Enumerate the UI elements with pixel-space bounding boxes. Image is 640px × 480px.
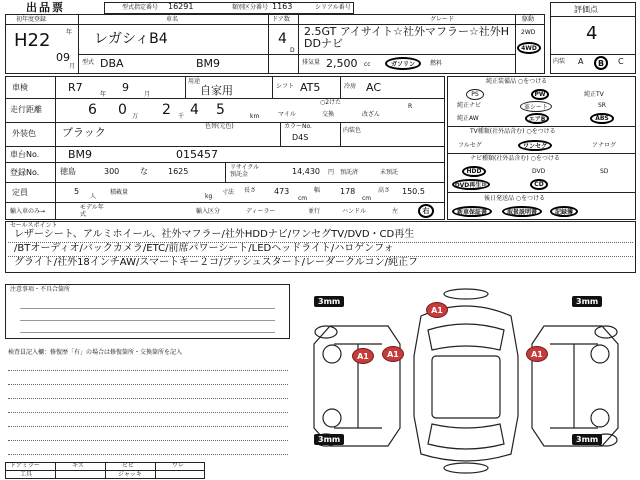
fuel-label: 燃料 bbox=[430, 60, 443, 67]
size-label: 寸法 bbox=[222, 189, 235, 196]
handle-label: ハンドル bbox=[342, 208, 367, 215]
swap-label: 交換 bbox=[322, 111, 335, 118]
rmark: R bbox=[408, 103, 413, 110]
scale-bottom-left: 3mm bbox=[314, 434, 344, 445]
legend-break: ワレ bbox=[172, 462, 185, 469]
notes-label: 注意事項・不具合箇所 bbox=[10, 286, 71, 293]
color-value: ブラック bbox=[62, 126, 106, 139]
length-value: 473 bbox=[274, 187, 290, 196]
legend-scratch: キズ bbox=[72, 462, 84, 469]
plate-area: 徳島 bbox=[60, 167, 76, 176]
damage-mark-front: A1 bbox=[426, 302, 448, 318]
inspection-year-mark: 年 bbox=[100, 91, 107, 98]
damage-mark-left-1: A1 bbox=[352, 348, 374, 364]
color-label: 外装色 bbox=[12, 129, 36, 138]
height-label: 高さ bbox=[378, 187, 391, 194]
capacity-label: 定員 bbox=[12, 188, 28, 197]
nav-header: ナビ種類(社外品含む) ○をつける bbox=[470, 155, 560, 162]
month-mark: 月 bbox=[69, 63, 76, 70]
legend-mirror: ドアミラー bbox=[10, 462, 40, 469]
ac-label: 冷房 bbox=[344, 83, 357, 90]
color-code: D4S bbox=[292, 133, 309, 142]
after-records: 記録簿 bbox=[550, 206, 578, 217]
nav-hdd: HDD bbox=[462, 166, 486, 177]
serial-label: シリアル番号 bbox=[315, 4, 351, 11]
interior-grade-label: 内装 bbox=[553, 58, 566, 65]
mileage-digit-2: 0 bbox=[118, 102, 127, 118]
interior-color-label: 内装色 bbox=[343, 127, 362, 134]
mileage-digit-1: 6 bbox=[88, 102, 97, 118]
inspection-era: R7 bbox=[68, 81, 83, 94]
scale-top-right: 3mm bbox=[572, 296, 602, 307]
chassis-label: 車台No. bbox=[10, 150, 40, 159]
mileage-unit-sen: 千 bbox=[178, 113, 185, 120]
capacity-unit: 人 bbox=[90, 193, 97, 200]
equip-ps: PS bbox=[466, 89, 484, 100]
length-unit: cm bbox=[298, 195, 308, 202]
sales-point-line-1: レザーシート、アルミホイール、社外マフラー/社外HDDナビ/ワンセグTV/DVD・CD再生 bbox=[14, 229, 415, 240]
load-unit: kg bbox=[205, 193, 213, 200]
recycle-label: リサイクル預託金 bbox=[230, 164, 260, 178]
drive-label: 駆動 bbox=[522, 16, 535, 23]
equip-leather: 革シート bbox=[520, 101, 552, 112]
sales-point-line-2: /BTオーディオ/バックカメラ/ETC/前席パワーシート/LEDヘッドライト/ハロゲンフォ bbox=[14, 243, 394, 254]
damage-mark-right: A1 bbox=[526, 346, 548, 362]
plate-kana: な bbox=[140, 167, 148, 176]
car-outline-svg bbox=[296, 286, 636, 476]
first-reg-era: H22 bbox=[14, 30, 51, 51]
doors-label: ドア数 bbox=[272, 16, 290, 23]
interior-grade-b: B bbox=[594, 56, 608, 70]
width-value: 178 bbox=[340, 187, 356, 196]
mileage-unit-man: 万 bbox=[132, 113, 139, 120]
chassis-prefix: BM9 bbox=[68, 148, 93, 161]
mileage-digit-5: 5 bbox=[216, 102, 225, 118]
first-reg-label: 初年度登録 bbox=[16, 16, 47, 23]
plate-class: 300 bbox=[104, 167, 120, 176]
color-code-label: カラーNo. bbox=[284, 123, 312, 130]
import-label: 輸入車のみ→ bbox=[10, 208, 46, 215]
displacement-label: 排気量 bbox=[302, 59, 321, 66]
doors-value: 4 bbox=[278, 31, 287, 47]
tv-header: TV種類(社外品含む) ○をつける bbox=[470, 128, 556, 135]
tamper-label: 改ざん bbox=[362, 111, 381, 118]
after-warranty: 新車保証書 bbox=[452, 206, 492, 217]
equip-airbag: エアB bbox=[525, 113, 549, 124]
nav-sd: SD bbox=[600, 168, 609, 175]
chassis-number: 015457 bbox=[176, 148, 218, 161]
equip-header: 純正装備品 ○をつける bbox=[486, 78, 548, 85]
plate-label: 登録No. bbox=[10, 168, 40, 177]
inspection-month: 9 bbox=[122, 81, 129, 94]
width-unit: cm bbox=[362, 195, 372, 202]
handle-right: 右 bbox=[418, 204, 434, 218]
damage-mark-left-2: A1 bbox=[382, 346, 404, 362]
tv-analog: アナログ bbox=[592, 142, 617, 149]
class-code-label: 類別区分番号 bbox=[232, 4, 269, 11]
recycle-yen: 円 bbox=[328, 169, 335, 176]
score-value: 4 bbox=[586, 23, 598, 44]
sales-point-line-3: グライト/社外18インチAW/スマートキー２コ/プッシュスタート/レーダークルコン/純正フ bbox=[14, 257, 419, 268]
legend-crack: ヒビ bbox=[122, 462, 135, 469]
equip-pw: PW bbox=[531, 89, 549, 100]
use-value: 自家用 bbox=[200, 84, 233, 97]
interior-grade-a: A bbox=[578, 57, 584, 66]
type-value: BM9 bbox=[196, 57, 221, 70]
legend-jack: ジャッキ bbox=[118, 471, 142, 478]
class-code-value: 1163 bbox=[272, 2, 293, 11]
import-div-label: 輸入区分 bbox=[196, 208, 221, 215]
nav-dvd-play: DVD再生可 bbox=[452, 179, 490, 190]
car-name-label: 車名 bbox=[166, 16, 179, 23]
recycle-status: 預託済 bbox=[340, 169, 359, 176]
door-suffix: D bbox=[290, 47, 295, 54]
equip-aw: 純正AW bbox=[457, 115, 479, 122]
handle-left: 左 bbox=[392, 208, 399, 215]
type-prefix: DBA bbox=[100, 57, 124, 70]
plate-number: 1625 bbox=[168, 167, 189, 176]
width-label: 幅 bbox=[314, 187, 321, 194]
mileage-note: ○2けた bbox=[320, 99, 342, 106]
color-orig-label: 色替(元色) bbox=[205, 123, 234, 130]
height-value: 150.5 bbox=[402, 187, 425, 196]
recycle-value: 14,430 bbox=[292, 167, 320, 176]
model-code-label: 型式指定番号 bbox=[122, 4, 159, 11]
nav-dvd: DVD bbox=[532, 168, 546, 175]
legend-tools: 工具 bbox=[20, 471, 33, 478]
use-label: 用途 bbox=[188, 78, 201, 85]
mileage-unit-km: km bbox=[250, 113, 260, 120]
mile-label: マイル bbox=[278, 111, 296, 118]
score-label: 評価点 bbox=[574, 5, 598, 14]
nav-cd: CD bbox=[530, 179, 548, 190]
recycle-unpaid: 未預託 bbox=[380, 169, 399, 176]
scale-top-left: 3mm bbox=[314, 296, 344, 307]
equip-sr: SR bbox=[598, 102, 606, 109]
model-year-label: モデル年式 bbox=[80, 204, 104, 218]
shift-label: シフト bbox=[276, 83, 295, 90]
after-manual: 取扱説明書 bbox=[502, 206, 542, 217]
car-name: レガシィB4 bbox=[94, 31, 168, 47]
equip-nav: 純正ナビ bbox=[457, 102, 482, 109]
displacement-value: 2,500 bbox=[326, 57, 358, 70]
ac-value: AC bbox=[366, 81, 382, 94]
sheet-title: 出品票 bbox=[26, 1, 65, 14]
length-label: 長さ bbox=[244, 187, 257, 194]
grade-value: 2.5GT アイサイト☆社外マフラー☆社外HDDナビ bbox=[304, 25, 510, 50]
drive-2wd: 2WD bbox=[521, 29, 536, 36]
type-label: 型式 bbox=[82, 59, 95, 66]
mileage-label: 走行距離 bbox=[10, 105, 42, 114]
drive-4wd: 4WD bbox=[517, 42, 541, 54]
grade-label: グレード bbox=[430, 16, 455, 23]
model-code-value: 16291 bbox=[168, 2, 194, 11]
record-label: 検査員記入欄：修復歴「有」の場合は修復箇所・交換箇所を記入 bbox=[8, 349, 183, 356]
tv-full: フルセグ bbox=[458, 142, 482, 149]
car-diagram bbox=[296, 286, 636, 476]
shift-value: AT5 bbox=[300, 81, 321, 94]
tv-oneseg: ワンセグ bbox=[518, 140, 552, 151]
first-reg-month: 09 bbox=[56, 51, 70, 64]
import-dealer: ディーラー bbox=[246, 208, 276, 215]
after-header: 後日発送品 ○をつける bbox=[484, 195, 546, 202]
mileage-digit-3: 2 bbox=[162, 102, 171, 118]
capacity-value: 5 bbox=[74, 187, 80, 196]
cc-unit: cc bbox=[364, 61, 371, 68]
mileage-digit-4: 4 bbox=[190, 102, 199, 118]
inspection-month-mark: 月 bbox=[144, 91, 151, 98]
inspection-label: 車検 bbox=[12, 83, 28, 92]
year-mark: 年 bbox=[66, 29, 73, 36]
fuel-gas: ガソリン bbox=[385, 57, 421, 70]
equip-tv: 純正TV bbox=[584, 91, 604, 98]
load-label: 積載量 bbox=[110, 189, 129, 196]
sales-point-label: セールスポイント bbox=[10, 222, 58, 229]
interior-grade-c: C bbox=[618, 57, 624, 66]
import-parallel: 並行 bbox=[308, 208, 321, 215]
equip-abs: ABS bbox=[590, 113, 614, 124]
scale-bottom-right: 3mm bbox=[572, 434, 602, 445]
